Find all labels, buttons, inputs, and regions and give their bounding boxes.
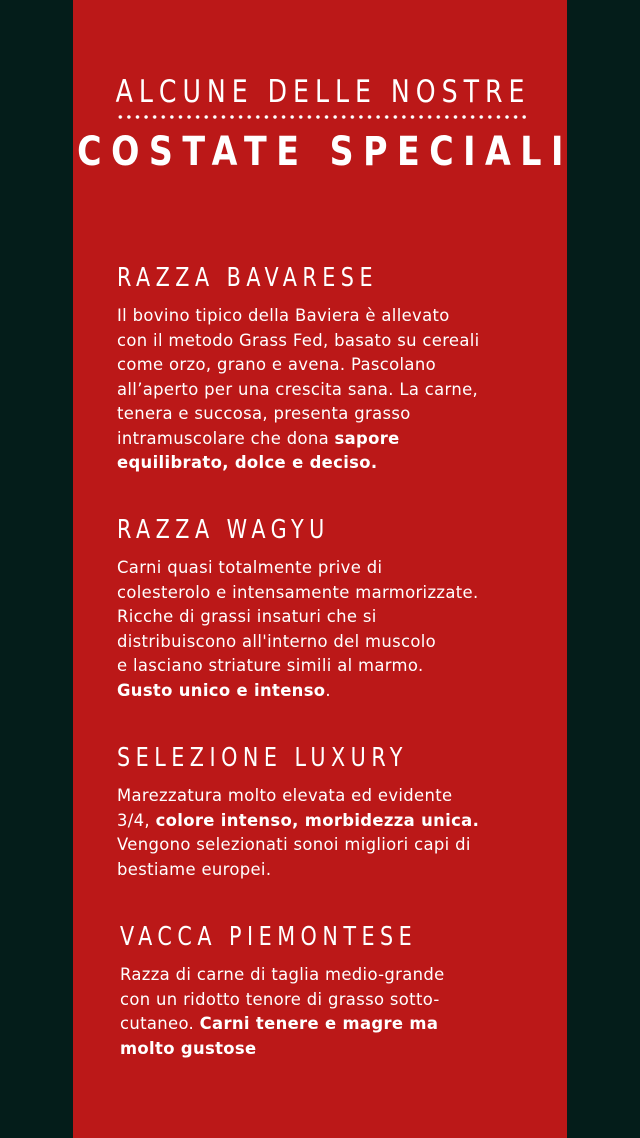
description-highlight: sapore	[334, 428, 400, 448]
description-line	[117, 679, 537, 704]
section-razza-wagyu	[117, 516, 537, 703]
description-line: Carni quasi totalmente prive di	[117, 558, 383, 577]
section-vacca-piemontese	[120, 923, 540, 1061]
section-heading: RAZZA BAVARESE	[117, 263, 379, 293]
section-selezione-luxury	[117, 744, 537, 882]
section-heading: SELEZIONE LUXURY	[117, 743, 408, 773]
section-description	[117, 784, 537, 882]
description-line: Ricche di grassi insaturi che si	[117, 607, 377, 626]
description-line: Razza di carne di taglia medio-grande	[120, 965, 445, 984]
description-line: e lasciano striature simili al marmo.	[117, 656, 424, 675]
description-line: Vengono selezionati sonoi migliori capi di	[117, 835, 471, 854]
description-text: .	[325, 680, 331, 700]
description-line: con il metodo Grass Fed, basato su cereali	[117, 330, 480, 350]
description-line	[117, 427, 537, 452]
description-line	[117, 451, 537, 476]
section-description	[117, 556, 537, 703]
section-razza-bavarese	[117, 264, 537, 476]
header-title: COSTATE SPECIALI	[77, 128, 573, 175]
description-line: colesterolo e intensamente marmorizzate.	[117, 582, 479, 602]
description-line	[120, 1012, 540, 1037]
description-highlight: molto gustose	[120, 1038, 257, 1058]
section-description	[120, 963, 540, 1061]
description-text: intramuscolare che dona	[117, 428, 335, 448]
description-line: con un ridotto tenore di grasso sotto-	[120, 989, 440, 1009]
description-text: cutaneo.	[120, 1014, 200, 1033]
description-line: tenera e succosa, presenta grasso	[117, 404, 411, 423]
section-heading: RAZZA WAGYU	[117, 515, 330, 545]
header-subtitle: ALCUNE DELLE NOSTRE	[115, 73, 531, 110]
description-line: distribuiscono all'interno del muscolo	[117, 631, 437, 651]
description-highlight: Carni tenere e magre ma	[199, 1014, 439, 1033]
description-text: 3/4,	[117, 810, 156, 830]
description-line: Il bovino tipico della Baviera è allevato	[117, 306, 450, 325]
dotted-divider	[116, 114, 526, 120]
description-line: bestiame europei.	[117, 859, 272, 879]
description-line	[120, 1037, 540, 1062]
description-highlight: colore intenso, morbidezza unica.	[155, 810, 480, 830]
description-highlight: equilibrato, dolce e deciso.	[117, 453, 378, 472]
description-line: Marezzatura molto elevata ed evidente	[117, 786, 453, 805]
description-highlight: Gusto unico e intenso	[117, 680, 326, 700]
description-line	[117, 809, 537, 834]
section-description	[117, 304, 537, 476]
description-line: come orzo, grano e avena. Pascolano	[117, 355, 436, 374]
section-heading: VACCA PIEMONTESE	[120, 922, 418, 952]
description-line: all’aperto per una crescita sana. La carne,	[117, 379, 479, 399]
